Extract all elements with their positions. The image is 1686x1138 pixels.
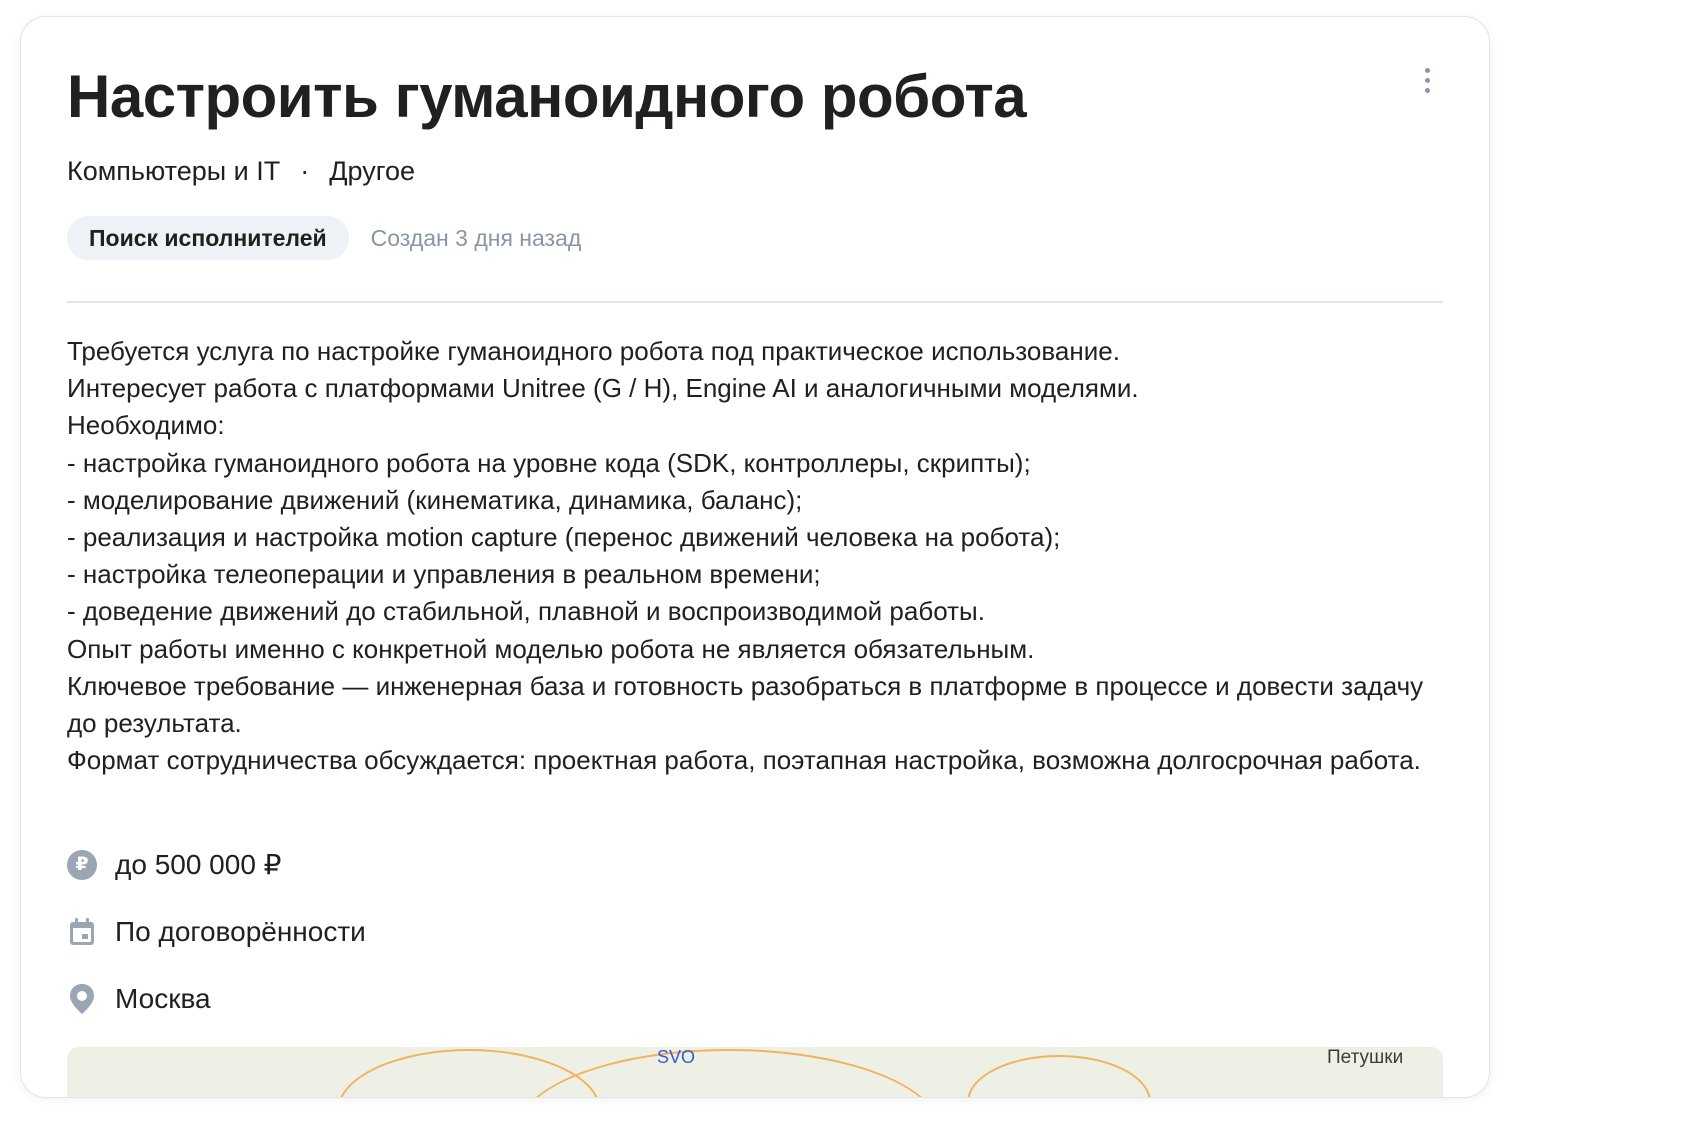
task-description [67,333,1457,779]
location-value: Москва [115,983,211,1014]
description-line: - реализация и настройка motion capture (перенос движений человека на робота); [67,522,1061,553]
divider [67,301,1443,303]
map-label-city: Петушки [1327,1047,1404,1068]
location-row [67,982,211,1016]
description-line: Ключевое требование — инженерная база и готовность разобраться в платформе в процессе и довести задачу до результата. [67,670,1431,739]
ruble-icon: ₽ [67,848,97,882]
description-line: - доведение движений до стабильной, плавной и воспроизводимой работы. [67,596,985,627]
description-line: Интересует работа с платформами Unitree (G / H), Engine AI и аналогичными моделями. [67,373,1139,404]
task-category-breadcrumb [67,154,415,188]
location-pin-icon [67,982,97,1016]
description-line: - настройка телеоперации и управления в реальном времени; [67,559,821,590]
budget-value: до 500 000 ₽ [115,849,282,880]
task-card [20,16,1490,1098]
category-separator: · [300,156,310,186]
status-row [67,216,581,260]
calendar-icon [67,915,97,949]
deadline-row [67,915,366,949]
map-road [517,1049,941,1098]
deadline-value: По договорённости [115,916,366,947]
map-label-airport: SVO [657,1047,696,1067]
more-vertical-icon [1425,68,1430,93]
description-line: Опыт работы именно с конкретной моделью робота не является обязательным. [67,633,1035,664]
description-line: - настройка гуманоидного робота на уровне кода (SDK, контроллеры, скрипты); [67,447,1031,478]
description-line: Формат сотрудничества обсуждается: проектная работа, поэтапная настройка, возможна долгосрочная работа. [67,745,1421,776]
location-map[interactable] [67,1047,1443,1098]
more-menu-button[interactable] [1413,63,1441,97]
description-line: Требуется услуга по настройке гуманоидного робота под практическое использование. [67,336,1120,366]
budget-row [67,848,282,882]
status-badge: Поиск исполнителей [67,216,349,260]
description-line: Необходимо: [67,410,225,441]
category-link[interactable]: Компьютеры и IT [67,156,281,186]
subcategory-link[interactable]: Другое [329,156,416,186]
description-line: - моделирование движений (кинематика, динамика, баланс); [67,484,803,515]
task-title: Настроить гуманоидного робота [67,63,1027,130]
created-timestamp: Создан 3 дня назад [370,225,582,251]
map-road [967,1055,1151,1098]
